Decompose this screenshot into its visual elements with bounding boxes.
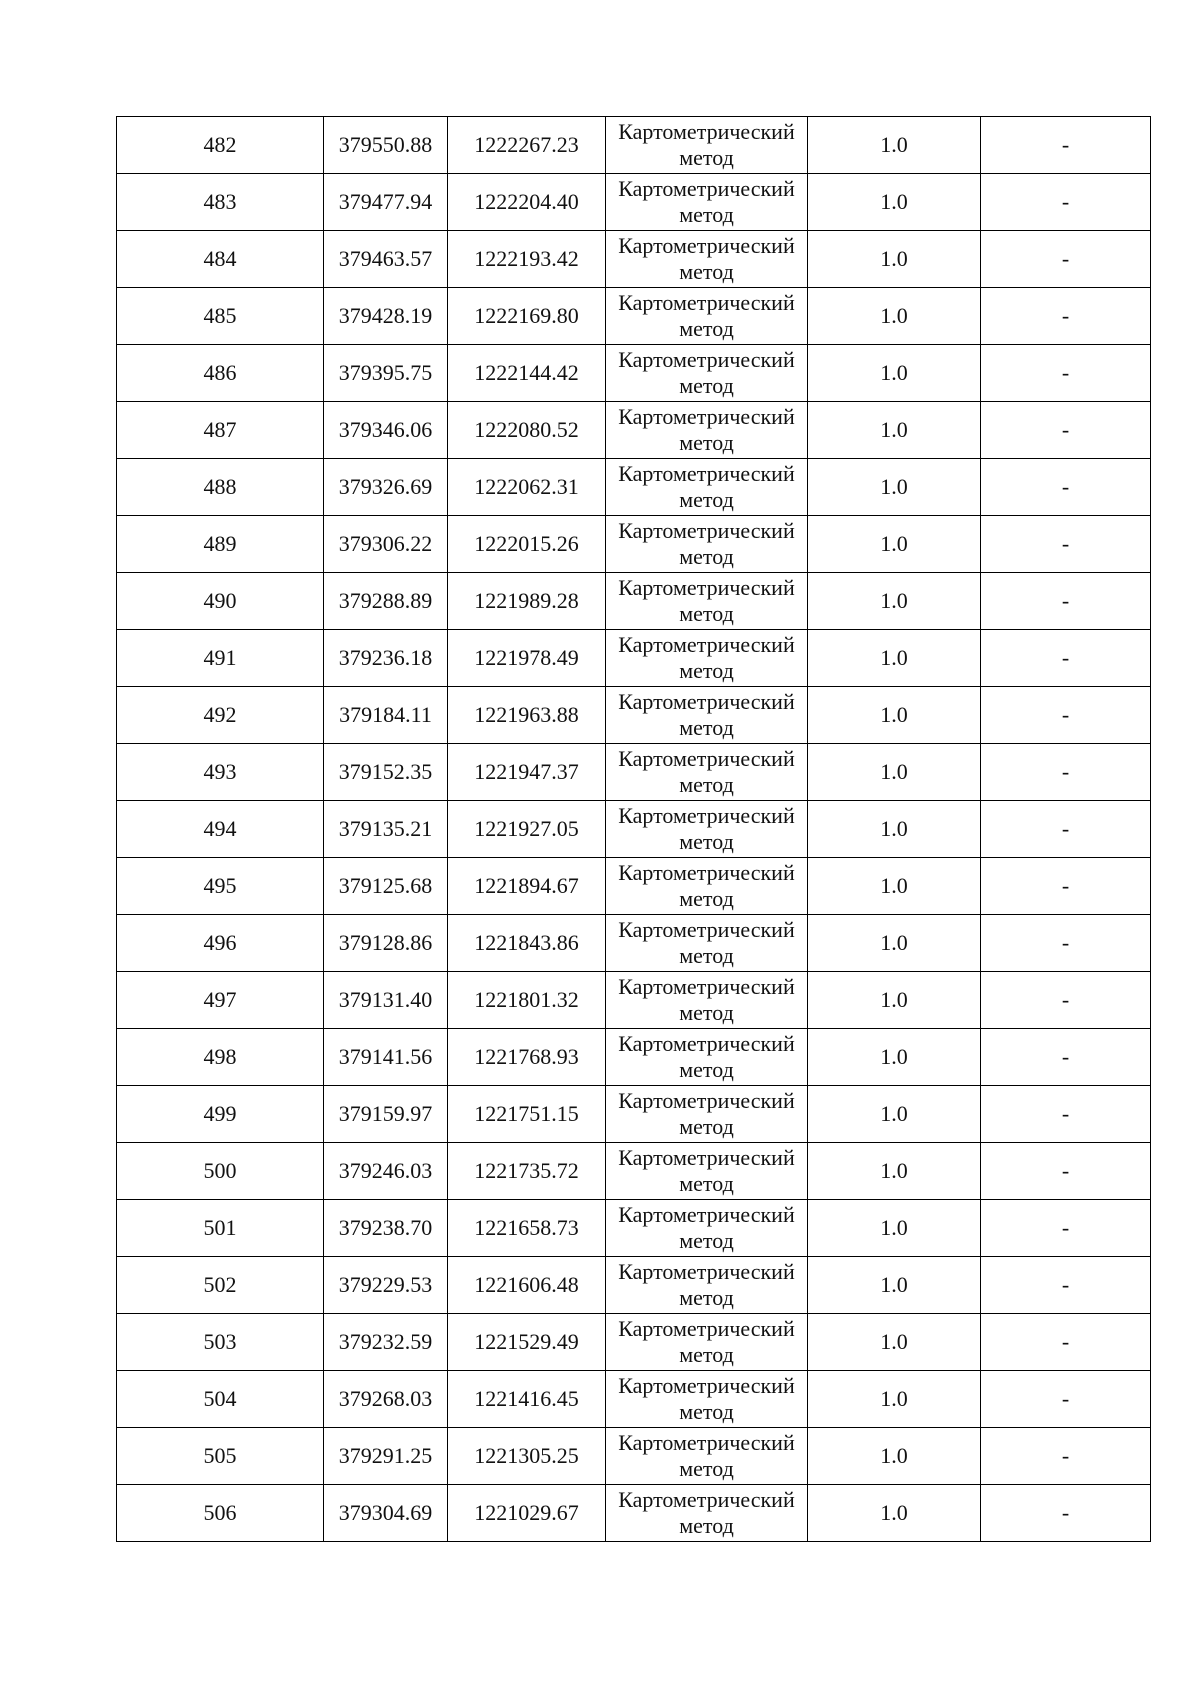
point-number-cell: 490 — [117, 573, 324, 630]
x-coordinate-cell: 379304.69 — [324, 1485, 448, 1542]
table-row — [117, 1485, 1151, 1542]
y-coordinate-cell: 1221989.28 — [448, 573, 606, 630]
method-cell: Картометрический метод — [606, 1371, 808, 1428]
method-cell: Картометрический метод — [606, 459, 808, 516]
note-cell: - — [981, 573, 1151, 630]
note-cell: - — [981, 174, 1151, 231]
point-number-cell: 484 — [117, 231, 324, 288]
table-row — [117, 1143, 1151, 1200]
point-number-cell: 496 — [117, 915, 324, 972]
table-row — [117, 345, 1151, 402]
note-cell: - — [981, 1257, 1151, 1314]
table-row — [117, 231, 1151, 288]
x-coordinate-cell: 379152.35 — [324, 744, 448, 801]
table-row — [117, 801, 1151, 858]
accuracy-cell: 1.0 — [808, 174, 981, 231]
point-number-cell: 482 — [117, 117, 324, 174]
method-cell: Картометрический метод — [606, 516, 808, 573]
point-number-cell: 501 — [117, 1200, 324, 1257]
x-coordinate-cell: 379463.57 — [324, 231, 448, 288]
point-number-cell: 493 — [117, 744, 324, 801]
accuracy-cell: 1.0 — [808, 1314, 981, 1371]
table-row — [117, 687, 1151, 744]
point-number-cell: 492 — [117, 687, 324, 744]
note-cell: - — [981, 915, 1151, 972]
y-coordinate-cell: 1221305.25 — [448, 1428, 606, 1485]
table-row — [117, 858, 1151, 915]
accuracy-cell: 1.0 — [808, 573, 981, 630]
accuracy-cell: 1.0 — [808, 858, 981, 915]
method-cell: Картометрический метод — [606, 1200, 808, 1257]
method-cell: Картометрический метод — [606, 1428, 808, 1485]
x-coordinate-cell: 379131.40 — [324, 972, 448, 1029]
accuracy-cell: 1.0 — [808, 1200, 981, 1257]
x-coordinate-cell: 379346.06 — [324, 402, 448, 459]
x-coordinate-cell: 379184.11 — [324, 687, 448, 744]
x-coordinate-cell: 379238.70 — [324, 1200, 448, 1257]
accuracy-cell: 1.0 — [808, 1143, 981, 1200]
x-coordinate-cell: 379246.03 — [324, 1143, 448, 1200]
x-coordinate-cell: 379288.89 — [324, 573, 448, 630]
point-number-cell: 488 — [117, 459, 324, 516]
table-row — [117, 630, 1151, 687]
accuracy-cell: 1.0 — [808, 687, 981, 744]
y-coordinate-cell: 1222204.40 — [448, 174, 606, 231]
accuracy-cell: 1.0 — [808, 516, 981, 573]
table-row — [117, 915, 1151, 972]
accuracy-cell: 1.0 — [808, 117, 981, 174]
method-cell: Картометрический метод — [606, 1257, 808, 1314]
table-row — [117, 459, 1151, 516]
x-coordinate-cell: 379128.86 — [324, 915, 448, 972]
note-cell: - — [981, 402, 1151, 459]
point-number-cell: 491 — [117, 630, 324, 687]
table-row — [117, 1086, 1151, 1143]
table-row — [117, 1371, 1151, 1428]
accuracy-cell: 1.0 — [808, 288, 981, 345]
note-cell: - — [981, 1143, 1151, 1200]
method-cell: Картометрический метод — [606, 345, 808, 402]
note-cell: - — [981, 1485, 1151, 1542]
coordinates-table-body — [117, 117, 1151, 1542]
point-number-cell: 502 — [117, 1257, 324, 1314]
coordinates-table — [116, 116, 1151, 1542]
note-cell: - — [981, 630, 1151, 687]
x-coordinate-cell: 379550.88 — [324, 117, 448, 174]
y-coordinate-cell: 1221947.37 — [448, 744, 606, 801]
method-cell: Картометрический метод — [606, 231, 808, 288]
x-coordinate-cell: 379291.25 — [324, 1428, 448, 1485]
note-cell: - — [981, 687, 1151, 744]
table-row — [117, 117, 1151, 174]
point-number-cell: 499 — [117, 1086, 324, 1143]
table-row — [117, 1200, 1151, 1257]
note-cell: - — [981, 858, 1151, 915]
y-coordinate-cell: 1221927.05 — [448, 801, 606, 858]
note-cell: - — [981, 1428, 1151, 1485]
method-cell: Картометрический метод — [606, 972, 808, 1029]
point-number-cell: 485 — [117, 288, 324, 345]
method-cell: Картометрический метод — [606, 117, 808, 174]
point-number-cell: 494 — [117, 801, 324, 858]
x-coordinate-cell: 379229.53 — [324, 1257, 448, 1314]
method-cell: Картометрический метод — [606, 1485, 808, 1542]
note-cell: - — [981, 801, 1151, 858]
note-cell: - — [981, 1314, 1151, 1371]
y-coordinate-cell: 1221894.67 — [448, 858, 606, 915]
method-cell: Картометрический метод — [606, 915, 808, 972]
method-cell: Картометрический метод — [606, 573, 808, 630]
accuracy-cell: 1.0 — [808, 345, 981, 402]
point-number-cell: 495 — [117, 858, 324, 915]
method-cell: Картометрический метод — [606, 858, 808, 915]
accuracy-cell: 1.0 — [808, 1485, 981, 1542]
x-coordinate-cell: 379306.22 — [324, 516, 448, 573]
accuracy-cell: 1.0 — [808, 1428, 981, 1485]
table-row — [117, 1257, 1151, 1314]
accuracy-cell: 1.0 — [808, 972, 981, 1029]
x-coordinate-cell: 379268.03 — [324, 1371, 448, 1428]
accuracy-cell: 1.0 — [808, 1029, 981, 1086]
note-cell: - — [981, 459, 1151, 516]
table-row — [117, 174, 1151, 231]
accuracy-cell: 1.0 — [808, 801, 981, 858]
x-coordinate-cell: 379477.94 — [324, 174, 448, 231]
method-cell: Картометрический метод — [606, 1314, 808, 1371]
y-coordinate-cell: 1222144.42 — [448, 345, 606, 402]
y-coordinate-cell: 1221606.48 — [448, 1257, 606, 1314]
note-cell: - — [981, 288, 1151, 345]
y-coordinate-cell: 1221963.88 — [448, 687, 606, 744]
y-coordinate-cell: 1222169.80 — [448, 288, 606, 345]
x-coordinate-cell: 379326.69 — [324, 459, 448, 516]
accuracy-cell: 1.0 — [808, 459, 981, 516]
accuracy-cell: 1.0 — [808, 402, 981, 459]
method-cell: Картометрический метод — [606, 630, 808, 687]
y-coordinate-cell: 1221751.15 — [448, 1086, 606, 1143]
y-coordinate-cell: 1222015.26 — [448, 516, 606, 573]
method-cell: Картометрический метод — [606, 288, 808, 345]
method-cell: Картометрический метод — [606, 1143, 808, 1200]
y-coordinate-cell: 1221843.86 — [448, 915, 606, 972]
table-row — [117, 972, 1151, 1029]
accuracy-cell: 1.0 — [808, 915, 981, 972]
table-row — [117, 1314, 1151, 1371]
x-coordinate-cell: 379395.75 — [324, 345, 448, 402]
point-number-cell: 504 — [117, 1371, 324, 1428]
note-cell: - — [981, 231, 1151, 288]
table-row — [117, 744, 1151, 801]
note-cell: - — [981, 1200, 1151, 1257]
y-coordinate-cell: 1221801.32 — [448, 972, 606, 1029]
note-cell: - — [981, 1086, 1151, 1143]
note-cell: - — [981, 117, 1151, 174]
method-cell: Картометрический метод — [606, 402, 808, 459]
x-coordinate-cell: 379236.18 — [324, 630, 448, 687]
accuracy-cell: 1.0 — [808, 1086, 981, 1143]
accuracy-cell: 1.0 — [808, 1371, 981, 1428]
note-cell: - — [981, 345, 1151, 402]
point-number-cell: 505 — [117, 1428, 324, 1485]
point-number-cell: 489 — [117, 516, 324, 573]
accuracy-cell: 1.0 — [808, 231, 981, 288]
accuracy-cell: 1.0 — [808, 1257, 981, 1314]
note-cell: - — [981, 1029, 1151, 1086]
accuracy-cell: 1.0 — [808, 630, 981, 687]
y-coordinate-cell: 1221768.93 — [448, 1029, 606, 1086]
y-coordinate-cell: 1221416.45 — [448, 1371, 606, 1428]
method-cell: Картометрический метод — [606, 744, 808, 801]
note-cell: - — [981, 744, 1151, 801]
y-coordinate-cell: 1221735.72 — [448, 1143, 606, 1200]
point-number-cell: 497 — [117, 972, 324, 1029]
table-row — [117, 1428, 1151, 1485]
x-coordinate-cell: 379428.19 — [324, 288, 448, 345]
table-row — [117, 1029, 1151, 1086]
x-coordinate-cell: 379135.21 — [324, 801, 448, 858]
x-coordinate-cell: 379125.68 — [324, 858, 448, 915]
x-coordinate-cell: 379159.97 — [324, 1086, 448, 1143]
y-coordinate-cell: 1221529.49 — [448, 1314, 606, 1371]
accuracy-cell: 1.0 — [808, 744, 981, 801]
x-coordinate-cell: 379141.56 — [324, 1029, 448, 1086]
table-row — [117, 573, 1151, 630]
method-cell: Картометрический метод — [606, 174, 808, 231]
method-cell: Картометрический метод — [606, 1086, 808, 1143]
note-cell: - — [981, 516, 1151, 573]
x-coordinate-cell: 379232.59 — [324, 1314, 448, 1371]
y-coordinate-cell: 1222267.23 — [448, 117, 606, 174]
point-number-cell: 500 — [117, 1143, 324, 1200]
table-row — [117, 288, 1151, 345]
y-coordinate-cell: 1221658.73 — [448, 1200, 606, 1257]
table-row — [117, 402, 1151, 459]
note-cell: - — [981, 972, 1151, 1029]
y-coordinate-cell: 1221978.49 — [448, 630, 606, 687]
y-coordinate-cell: 1222193.42 — [448, 231, 606, 288]
method-cell: Картометрический метод — [606, 1029, 808, 1086]
y-coordinate-cell: 1221029.67 — [448, 1485, 606, 1542]
y-coordinate-cell: 1222062.31 — [448, 459, 606, 516]
method-cell: Картометрический метод — [606, 801, 808, 858]
method-cell: Картометрический метод — [606, 687, 808, 744]
point-number-cell: 486 — [117, 345, 324, 402]
point-number-cell: 483 — [117, 174, 324, 231]
point-number-cell: 503 — [117, 1314, 324, 1371]
point-number-cell: 506 — [117, 1485, 324, 1542]
point-number-cell: 487 — [117, 402, 324, 459]
y-coordinate-cell: 1222080.52 — [448, 402, 606, 459]
point-number-cell: 498 — [117, 1029, 324, 1086]
table-row — [117, 516, 1151, 573]
note-cell: - — [981, 1371, 1151, 1428]
